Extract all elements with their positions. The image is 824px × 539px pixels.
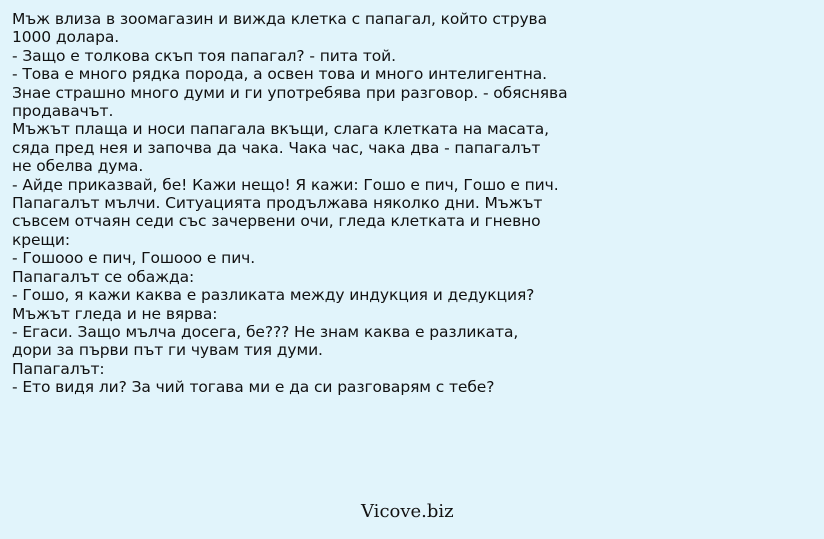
- joke-line: Мъж влиза в зоомагазин и вижда клетка с папагал, който струва: [12, 10, 547, 28]
- joke-line: Мъжът гледа и не вярва:: [12, 304, 218, 323]
- joke-text: [12, 10, 812, 397]
- joke-line: продавачът.: [12, 102, 114, 121]
- joke-line: Папагалът:: [12, 359, 105, 378]
- joke-line: - Егаси. Защо мълча досега, бе??? Не знам каква е разликата,: [12, 322, 519, 341]
- joke-line: сяда пред нея и започва да чака. Чака час, чака два - папагалът: [12, 138, 541, 157]
- joke-line: съвсем отчаян седи със зачервени очи, гледа клетката и гневно: [12, 212, 541, 231]
- joke-line: - Това е много рядка порода, а освен това и много интелигентна.: [12, 65, 547, 84]
- joke-line: - Гошо, я кажи каква е разликата между индукция и дедукция?: [12, 286, 535, 305]
- joke-line: не обелва дума.: [12, 157, 144, 176]
- joke-line: - Защо е толкова скъп тоя папагал? - пита той.: [12, 46, 396, 65]
- joke-line: дори за първи път ги чувам тия думи.: [12, 341, 323, 360]
- joke-line: - Айде приказвай, бе! Кажи нещо! Я кажи: Гошо е пич, Гошо е пич.: [12, 175, 559, 194]
- joke-line: Папагалът се обажда:: [12, 267, 195, 286]
- joke-line: Папагалът мълчи. Ситуацията продължава няколко дни. Мъжът: [12, 194, 543, 213]
- site-footer-label: Vicove.biz: [361, 501, 454, 522]
- joke-line: - Гошооо е пич, Гошооо е пич.: [12, 249, 256, 268]
- joke-line: Знае страшно много думи и ги употребява при разговор. - обяснява: [12, 83, 568, 102]
- joke-line: крещи:: [12, 230, 71, 249]
- joke-line: - Ето видя ли? За чий тогава ми е да си разговарям с тебе?: [12, 378, 495, 397]
- joke-line: Мъжът плаща и носи папагала вкъщи, слага клетката на масата,: [12, 120, 549, 139]
- joke-line: 1000 долара.: [12, 28, 120, 47]
